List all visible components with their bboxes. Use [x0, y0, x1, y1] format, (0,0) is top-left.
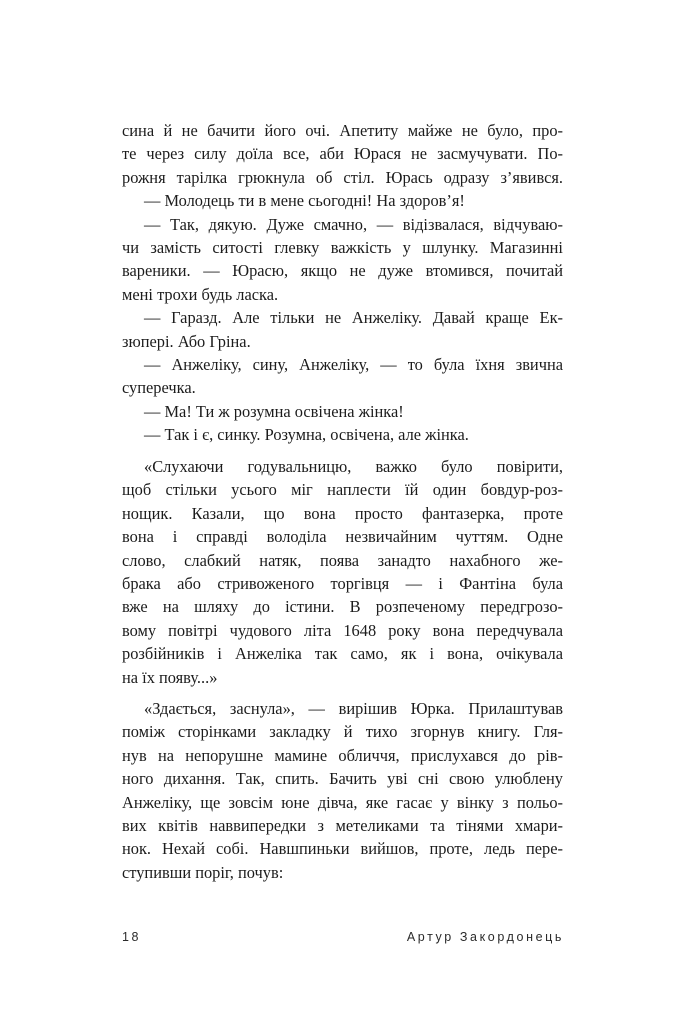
text-line: нув на непорушне мамине обличчя, прислухався до рів- — [122, 745, 563, 765]
text-line: брака або стривоженого торгівця — і Фантіна була — [122, 573, 563, 593]
text-line: — Молодець ти в мене сьогодні! На здоров’я! — [144, 191, 465, 211]
narrative-block — [122, 697, 563, 884]
text-line: — Так і є, синку. Розумна, освічена, але жінка. — [144, 425, 469, 445]
text-line: сина й не бачити його очі. Апетиту майже не було, про- — [122, 121, 563, 140]
text-line: те через силу доїла все, аби Юрася не засмучувати. По- — [122, 144, 563, 164]
text-line: рожня тарілка грюкнула об стіл. Юрась одразу з’явився. — [122, 167, 563, 187]
text-line: слово, слабкий натяк, поява занадто нахабного же- — [122, 550, 563, 570]
quoted-passage-block — [122, 455, 563, 689]
text-line: вих квітів наввипередки з метеликами та тінями хмари- — [122, 815, 563, 835]
text-line: вому повітрі чудового літа 1648 року вона передчувала — [122, 620, 563, 640]
text-line: нок. Нехай собі. Навшпиньки вийшов, проте, ледь пере- — [122, 839, 563, 859]
text-line: — Ма! Ти ж розумна освічена жінка! — [144, 401, 404, 421]
text-line: на їх появу...» — [122, 667, 218, 687]
text-line: суперечка. — [122, 378, 196, 398]
text-line: ступивши поріг, почув: — [122, 862, 284, 882]
text-line: вже на шляху до істини. В розпеченому передгрозо- — [122, 597, 563, 617]
text-line: «Слухаючи годувальницю, важко було повірити, — [144, 457, 563, 476]
text-line: поміж сторінками закладку й тихо згорнув книгу. Гля- — [122, 722, 563, 742]
text-line: мені трохи будь ласка. — [122, 284, 279, 304]
text-line: вона і справді володіла незвичайним чуттям. Одне — [122, 527, 563, 547]
text-line: — Гаразд. Але тільки не Анжеліку. Давай краще Ек- — [144, 308, 563, 328]
text-line: нощик. Казали, що вона просто фантазерка, проте — [122, 503, 563, 523]
text-line: — Так, дякую. Дуже смачно, — відізвалася, відчуваю- — [144, 214, 563, 234]
text-line: щоб стільки усього міг наплести їй один бовдур-роз- — [122, 480, 563, 500]
text-line: зюпері. Або Гріна. — [122, 331, 251, 351]
text-line: вареники. — Юрасю, якщо не дуже втомився, почитай — [122, 261, 563, 281]
text-line: чи замість ситості глевку важкість у шлунку. Магазинні — [122, 237, 563, 257]
text-line: — Анжеліку, сину, Анжеліку, — то була їхня звична — [144, 354, 563, 374]
text-line: розбійників і Анжеліка так само, як і вона, очікувала — [122, 644, 563, 664]
dialogue-block — [122, 119, 563, 446]
page-number: 18 — [122, 930, 142, 944]
text-line: Анжеліку, ще зовсім юне дівча, яке гасає у вінку з польо- — [122, 792, 563, 812]
text-line: «Здається, заснула», — вирішив Юрка. Прилаштував — [144, 699, 563, 718]
text-line: ного дихання. Так, спить. Бачить уві сні свою улюблену — [122, 769, 563, 789]
running-footer-author: Артур Закордонець — [406, 930, 564, 944]
